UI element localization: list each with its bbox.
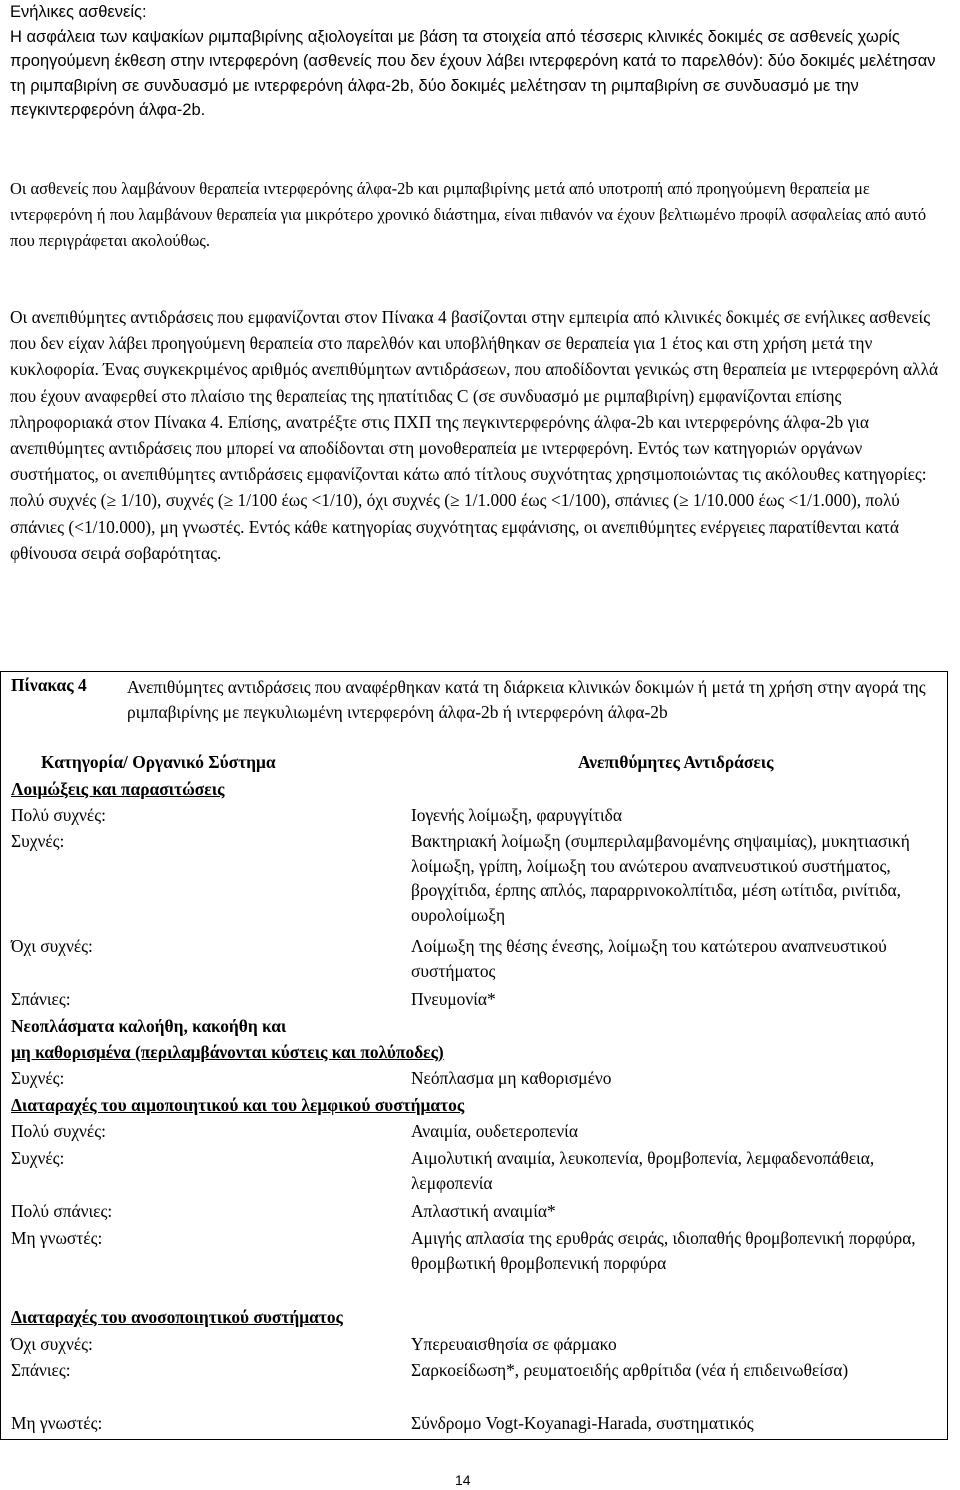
frequency-label: Συχνές: <box>11 1068 65 1088</box>
safety-paragraph: Η ασφάλεια των καψακίων ριμπαβιρίνης αξιολογείται με βάση τα στοιχεία από τέσσερις κλινικές δοκιμές σε ασθενείς χωρίς προηγούμενη έκθεση στην ιντερφερόνη (ασθενείς που δεν έχουν λάβει ιντερφερόνη κατά το παρελθόν): δύο δοκιμές μελέτησαν τη ριμπαβιρίνη σε συνδυασμό με ιντερφερόνη άλφα-2b, δύο δοκιμές μελέτησαν τη ριμπαβιρίνη σε συνδυασμό με την πεγκιντερφερόνη άλφα-2b. <box>10 27 936 120</box>
reaction-text: Νεόπλασμα μη καθορισμένο <box>411 1068 612 1088</box>
reaction-text: Πνευμονία* <box>411 989 496 1009</box>
col-header-reactions: Ανεπιθύμητες Αντιδράσεις <box>578 752 774 772</box>
reaction-text: Λοίμωξη της θέσης ένεσης, λοίμωξη του κατώτερου αναπνευστικού συστήματος <box>411 936 887 981</box>
category-infections: Λοιμώξεις και παρασιτώσεις <box>11 779 225 799</box>
adverse-reactions-table <box>0 745 948 1440</box>
frequency-label: Πολύ σπάνιες: <box>11 1201 113 1221</box>
intro-paragraph-2: Οι ασθενείς που λαμβάνουν θεραπεία ιντερφερόνης άλφα-2b και ριμπαβιρίνης μετά από υποτροπή από προηγούμενη θεραπεία με ιντερφερόνη ή που λαμβάνουν θεραπεία για μικρότερο χρονικό διάστημα, είναι πιθανόν να έχουν βελτιωμένο προφίλ ασφαλείας από αυτό που περιγράφεται ακολούθως. <box>10 179 927 250</box>
reaction-text: Απλαστική αναιμία* <box>411 1201 556 1221</box>
frequency-label: Μη γνωστές: <box>11 1413 103 1433</box>
frequency-label: Πολύ συχνές: <box>11 805 106 825</box>
category-neoplasms-line-2: μη καθορισμένα (περιλαμβάνονται κύστεις και πολύποδες) <box>11 1042 444 1062</box>
frequency-label: Όχι συχνές: <box>11 1334 93 1354</box>
category-neoplasms-line-1: Νεοπλάσματα καλοήθη, κακοήθη και <box>11 1016 287 1036</box>
frequency-label: Σπάνιες: <box>11 1360 71 1380</box>
adult-patients-heading: Ενήλικες ασθενείς: <box>10 3 147 21</box>
reaction-text: Βακτηριακή λοίμωξη (συμπεριλαμβανομένης σηψαιμίας), μυκητιασική λοίμωξη, γρίπη, λοίμωξη του ανώτερου αναπνευστικού συστήματος, βρογχίτιδα, έρπης απλός, παραρρινοκολπίτιδα, μέση ωτίτιδα, ρινίτιδα, ουρολοίμωξη <box>411 831 910 925</box>
reaction-text: Αναιμία, ουδετεροπενία <box>411 1121 578 1141</box>
category-immune-system: Διαταραχές του ανοσοποιητικού συστήματος <box>11 1307 343 1327</box>
reaction-text: Αμιγής απλασία της ερυθράς σειράς, ιδιοπαθής θρομβοπενική πορφύρα, θρομβωτική θρομβοπενική πορφύρα <box>411 1228 916 1273</box>
reaction-text: Υπερευαισθησία σε φάρμακο <box>411 1334 617 1354</box>
intro-paragraph-1 <box>10 0 945 123</box>
table-label: Πίνακας 4 <box>11 675 87 695</box>
table-caption-box <box>0 671 948 745</box>
frequency-label: Συχνές: <box>11 1148 65 1168</box>
frequency-label: Μη γνωστές: <box>11 1228 103 1248</box>
frequency-label: Όχι συχνές: <box>11 936 93 956</box>
category-blood-lymphatic: Διαταραχές του αιμοποιητικού και του λεμφικού συστήματος <box>11 1095 465 1115</box>
reaction-text: Σαρκοείδωση*, ρευματοειδής αρθρίτιδα (νέα ή επιδεινωθείσα) <box>411 1360 849 1380</box>
table-caption: Ανεπιθύμητες αντιδράσεις που αναφέρθηκαν κατά τη διάρκεια κλινικών δοκιμών ή μετά τη χρήση στην αγορά της ριμπαβιρίνης με πεγκυλιωμένη ιντερφερόνη άλφα-2b ή ιντερφερόνη άλφα-2b <box>127 677 926 722</box>
reaction-text: Αιμολυτική αναιμία, λευκοπενία, θρομβοπενία, λεμφαδενοπάθεια, λεμφοπενία <box>411 1148 875 1193</box>
frequency-label: Σπάνιες: <box>11 989 71 1009</box>
col-header-category: Κατηγορία/ Οργανικό Σύστημα <box>41 752 276 772</box>
frequency-label: Πολύ συχνές: <box>11 1121 106 1141</box>
reaction-text: Σύνδρομο Vogt-Koyanagi-Harada, συστηματικός <box>411 1413 754 1433</box>
intro-paragraph-3: Οι ανεπιθύμητες αντιδράσεις που εμφανίζονται στον Πίνακα 4 βασίζονται στην εμπειρία από κλινικές δοκιμές σε ενήλικες ασθενείς που δεν είχαν λάβει προηγούμενη θεραπεία στο παρελθόν και υποβλήθηκαν σε θεραπεία για 1 έτος και στη χρήση μετά την κυκλοφορία. Ένας συγκεκριμένος αριθμός ανεπιθύμητων αντιδράσεων, που αποδίδονται γενικώς στη θεραπεία με ιντερφερόνη αλλά που έχουν αναφερθεί στο πλαίσιο της θεραπείας της ηπατίτιδας C (σε συνδυασμό με ριμπαβιρίνη) εμφανίζονται επίσης πληροφοριακά στον Πίνακα 4. Επίσης, ανατρέξτε στις ΠΧΠ της πεγκιντερφερόνης άλφα-2b και ιντερφερόνης άλφα-2b για ανεπιθύμητες αντιδράσεις που μπορεί να αποδίδονται στη μονοθεραπεία με ιντερφερόνη. Εντός των κατηγοριών οργάνων συστήματος, οι ανεπιθύμητες αντιδράσεις εμφανίζονται κάτω από τίτλους συχνότητας χρησιμοποιώντας τις ακόλουθες κατηγορίες: πολύ συχνές (≥ 1/10), συχνές (≥ 1/100 έως <1/10), όχι συχνές (≥ 1/1.000 έως <1/100), σπάνιες (≥ 1/10.000 έως <1/1.000), πολύ σπάνιες (<1/10.000), μη γνωστές. Εντός κάθε κατηγορίας συχνότητας εμφάνισης, οι ανεπιθύμητες ενέργειες παρατίθενται κατά φθίνουσα σειρά σοβαρότητας. <box>10 307 939 563</box>
frequency-label: Συχνές: <box>11 831 65 851</box>
reaction-text: Ιογενής λοίμωξη, φαρυγγίτιδα <box>411 805 622 825</box>
page-number: 14 <box>455 1472 471 1488</box>
